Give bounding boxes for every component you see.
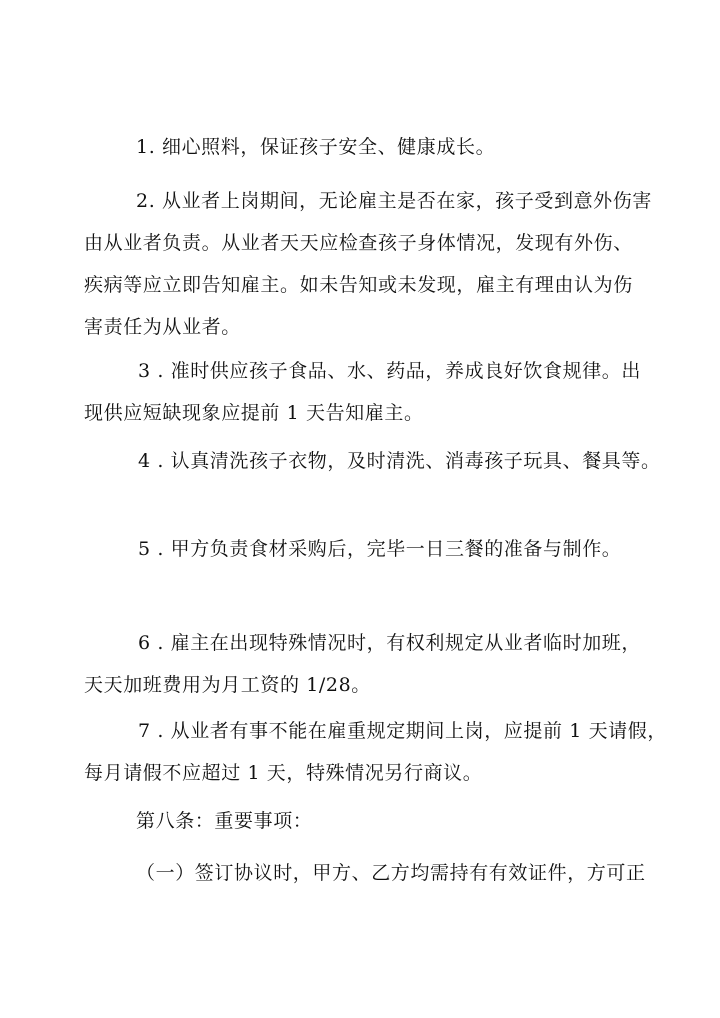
paragraph-line: 3 . 准时供应孩子食品、水、药品，养成良好饮食规律。出 <box>138 360 642 382</box>
section-heading-article-8 <box>84 800 644 842</box>
paragraph-2 <box>84 180 652 348</box>
paragraph-line: （一）签订协议时，甲方、乙方均需持有有效证件，方可正 <box>136 862 646 884</box>
paragraph-5 <box>84 528 644 570</box>
paragraph-7 <box>84 710 667 794</box>
paragraph-1 <box>84 126 644 168</box>
paragraph-line: 现供应短缺现象应提前 1 天告知雇主。 <box>84 402 424 424</box>
paragraph-line: 1. 细心照料，保证孩子安全、健康成长。 <box>136 136 496 158</box>
paragraph-6 <box>84 622 644 706</box>
paragraph-line: 4 . 认真清洗孩子衣物，及时清洗、消毒孩子玩具、餐具等。 <box>138 450 661 472</box>
paragraph-line: 由从业者负责。从业者天天应检查孩子身体情况，发现有外伤、 <box>84 232 633 254</box>
paragraph-8-1 <box>84 852 644 894</box>
paragraph-line: 害责任为从业者。 <box>84 316 241 338</box>
paragraph-line: 第八条：重要事项： <box>136 810 313 832</box>
paragraph-line: 6 . 雇主在出现特殊情况时，有权利规定从业者临时加班， <box>138 632 642 654</box>
paragraph-line: 5 . 甲方负责食材采购后，完毕一日三餐的准备与制作。 <box>138 538 622 560</box>
paragraph-line: 2. 从业者上岗期间，无论雇主是否在家，孩子受到意外伤害 <box>136 190 652 212</box>
paragraph-line: 天天加班费用为月工资的 1/28。 <box>84 674 371 696</box>
paragraph-line: 每月请假不应超过 1 天，特殊情况另行商议。 <box>84 762 483 784</box>
paragraph-3 <box>84 350 644 434</box>
paragraph-line: 疾病等应立即告知雇主。如未告知或未发现，雇主有理由认为伤 <box>84 274 633 296</box>
paragraph-4 <box>84 440 661 482</box>
paragraph-line: 7 . 从业者有事不能在雇重规定期间上岗，应提前 1 天请假， <box>138 720 667 742</box>
